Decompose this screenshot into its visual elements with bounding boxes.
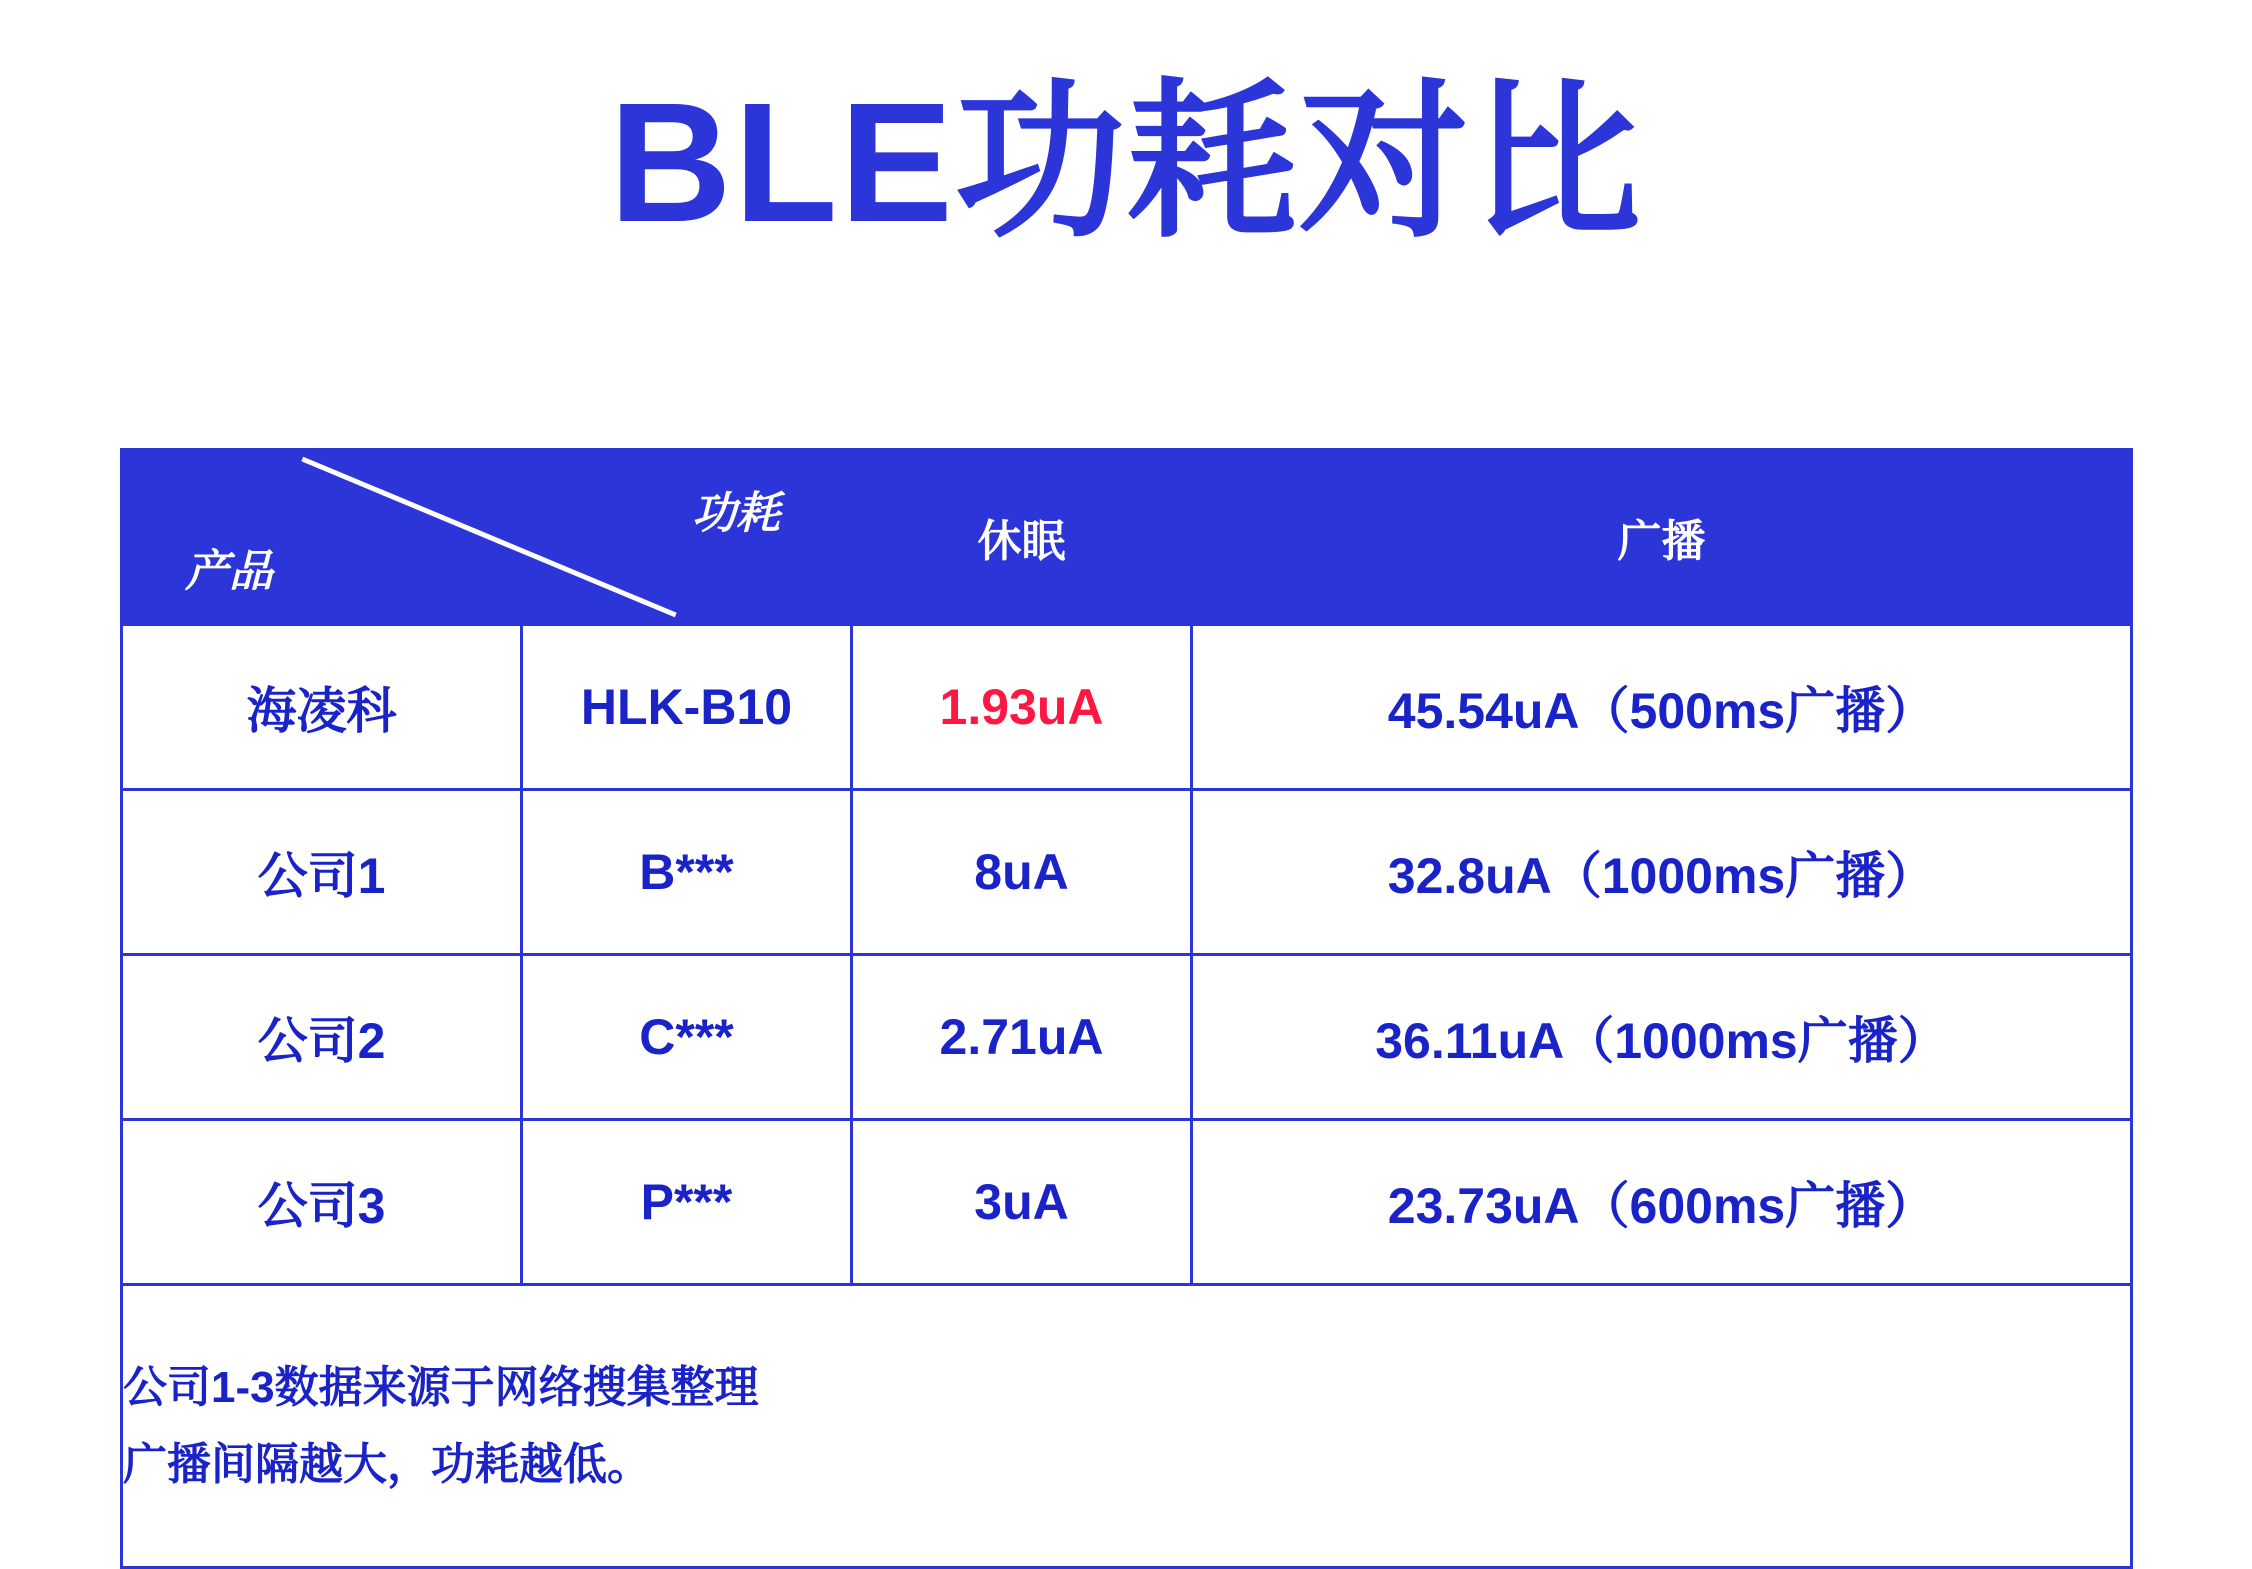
note-line-2: 广播间隔越大，功耗越低。 bbox=[123, 1440, 651, 1489]
header-sleep: 休眠 bbox=[852, 450, 1192, 625]
cell-broadcast: 36.11uA（1000ms广播） bbox=[1192, 955, 2132, 1120]
note-line-1: 公司1-3数据来源于网络搜集整理 bbox=[123, 1363, 759, 1412]
cell-model: B*** bbox=[522, 790, 852, 955]
table-header-row bbox=[122, 450, 2132, 625]
cell-sleep: 1.93uA bbox=[852, 625, 1192, 790]
cell-broadcast: 23.73uA（600ms广播） bbox=[1192, 1120, 2132, 1285]
table-row bbox=[122, 1120, 2132, 1285]
corner-label-metric: 功耗 bbox=[692, 489, 780, 538]
table-notes-row bbox=[122, 1285, 2132, 1568]
table-row bbox=[122, 955, 2132, 1120]
table-row bbox=[122, 625, 2132, 790]
table-row bbox=[122, 790, 2132, 955]
cell-broadcast: 45.54uA（500ms广播） bbox=[1192, 625, 2132, 790]
cell-sleep: 3uA bbox=[852, 1120, 1192, 1285]
cell-model: P*** bbox=[522, 1120, 852, 1285]
cell-sleep: 8uA bbox=[852, 790, 1192, 955]
cell-brand: 公司3 bbox=[122, 1120, 522, 1285]
cell-brand: 公司2 bbox=[122, 955, 522, 1120]
cell-sleep: 2.71uA bbox=[852, 955, 1192, 1120]
comparison-table bbox=[120, 448, 2133, 1569]
cell-brand: 海凌科 bbox=[122, 625, 522, 790]
cell-brand: 公司1 bbox=[122, 790, 522, 955]
corner-split-box bbox=[123, 451, 850, 623]
comparison-table-container bbox=[120, 448, 2130, 1569]
cell-model: C*** bbox=[522, 955, 852, 1120]
header-broadcast: 广播 bbox=[1192, 450, 2132, 625]
corner-header-cell bbox=[122, 450, 852, 625]
notes-cell bbox=[122, 1285, 2132, 1568]
cell-broadcast: 32.8uA（1000ms广播） bbox=[1192, 790, 2132, 955]
cell-model: HLK-B10 bbox=[522, 625, 852, 790]
page-title: BLE功耗对比 bbox=[608, 68, 1643, 258]
corner-label-product: 产品 bbox=[185, 547, 273, 596]
